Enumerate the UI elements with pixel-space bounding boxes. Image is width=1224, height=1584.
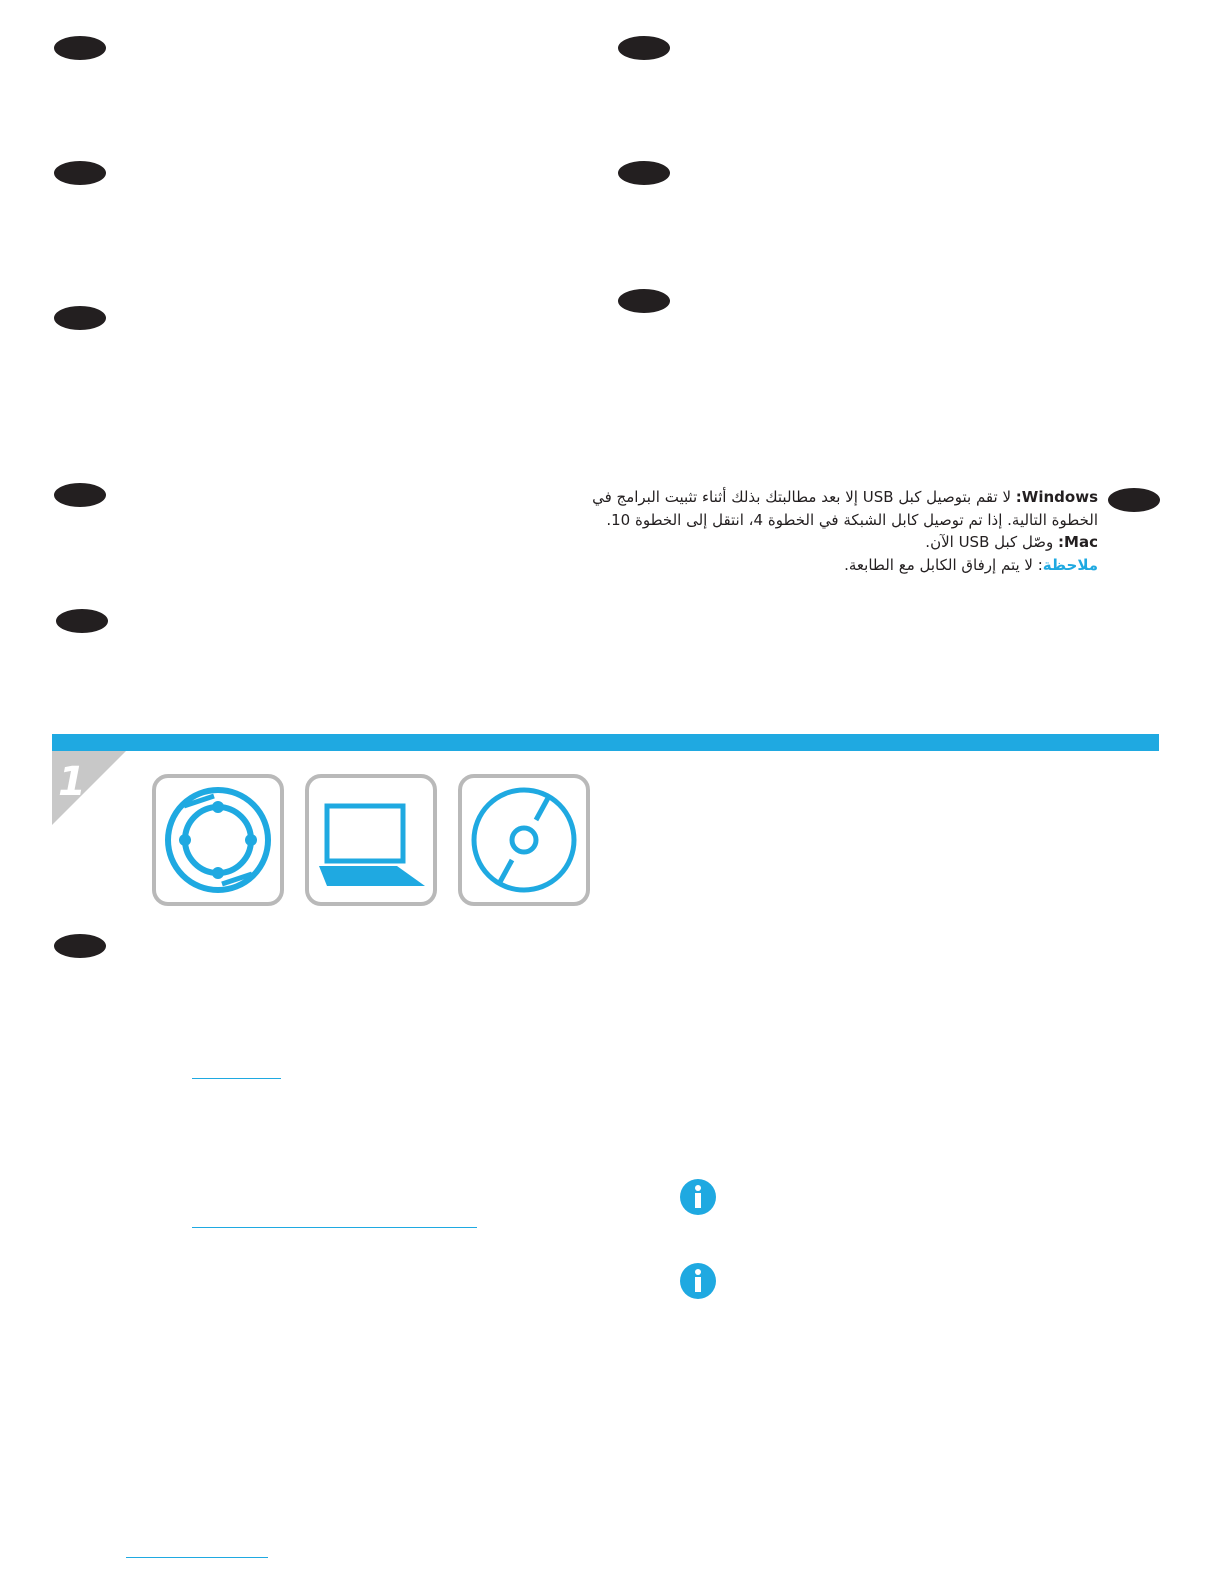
- language-marker-4: [54, 483, 106, 507]
- language-marker-7: [618, 161, 670, 185]
- language-marker-8: [618, 289, 670, 313]
- arabic-usb-instructions: [560, 486, 1098, 576]
- link-underline-3[interactable]: [126, 1557, 268, 1558]
- mac-label: Mac:: [1058, 533, 1098, 551]
- software-cd-tile: [458, 774, 590, 906]
- language-marker-2: [54, 161, 106, 185]
- laptop-tile: [305, 774, 437, 906]
- language-marker-3: [54, 306, 106, 330]
- link-underline-1[interactable]: [192, 1078, 281, 1079]
- laptop-icon: [317, 786, 425, 894]
- link-underline-2[interactable]: [192, 1227, 477, 1228]
- windows-text: لا تقم بتوصيل كبل USB إلا بعد مطالبتك بذلك أثناء تثبيت البرامج في الخطوة التالية. إذا تم توصيل كابل الشبكة في الخطوة 4، انتقل إلى الخطوة 10.: [592, 488, 1098, 529]
- info-icon: [680, 1179, 716, 1215]
- note-text: : لا يتم إرفاق الكابل مع الطابعة.: [844, 555, 1043, 574]
- note-instruction: [560, 554, 1098, 577]
- windows-label: Windows:: [1015, 488, 1098, 506]
- windows-instruction: [560, 486, 1098, 531]
- network-tile: [152, 774, 284, 906]
- language-marker-10: [54, 934, 106, 958]
- info-icon: [680, 1263, 716, 1299]
- language-marker-6: [618, 36, 670, 60]
- note-label: ملاحظة: [1042, 555, 1098, 574]
- mac-instruction: [560, 531, 1098, 554]
- step-number: 1: [58, 759, 86, 805]
- cd-disc-icon: [470, 786, 578, 894]
- network-globe-icon: [164, 786, 272, 894]
- step-number-tab: [52, 751, 126, 825]
- mac-text: وصّل كبل USB الآن.: [925, 533, 1059, 551]
- language-marker-1: [54, 36, 106, 60]
- language-marker-9: [1108, 488, 1160, 512]
- language-marker-5: [56, 609, 108, 633]
- section-divider-bar: [52, 734, 1159, 751]
